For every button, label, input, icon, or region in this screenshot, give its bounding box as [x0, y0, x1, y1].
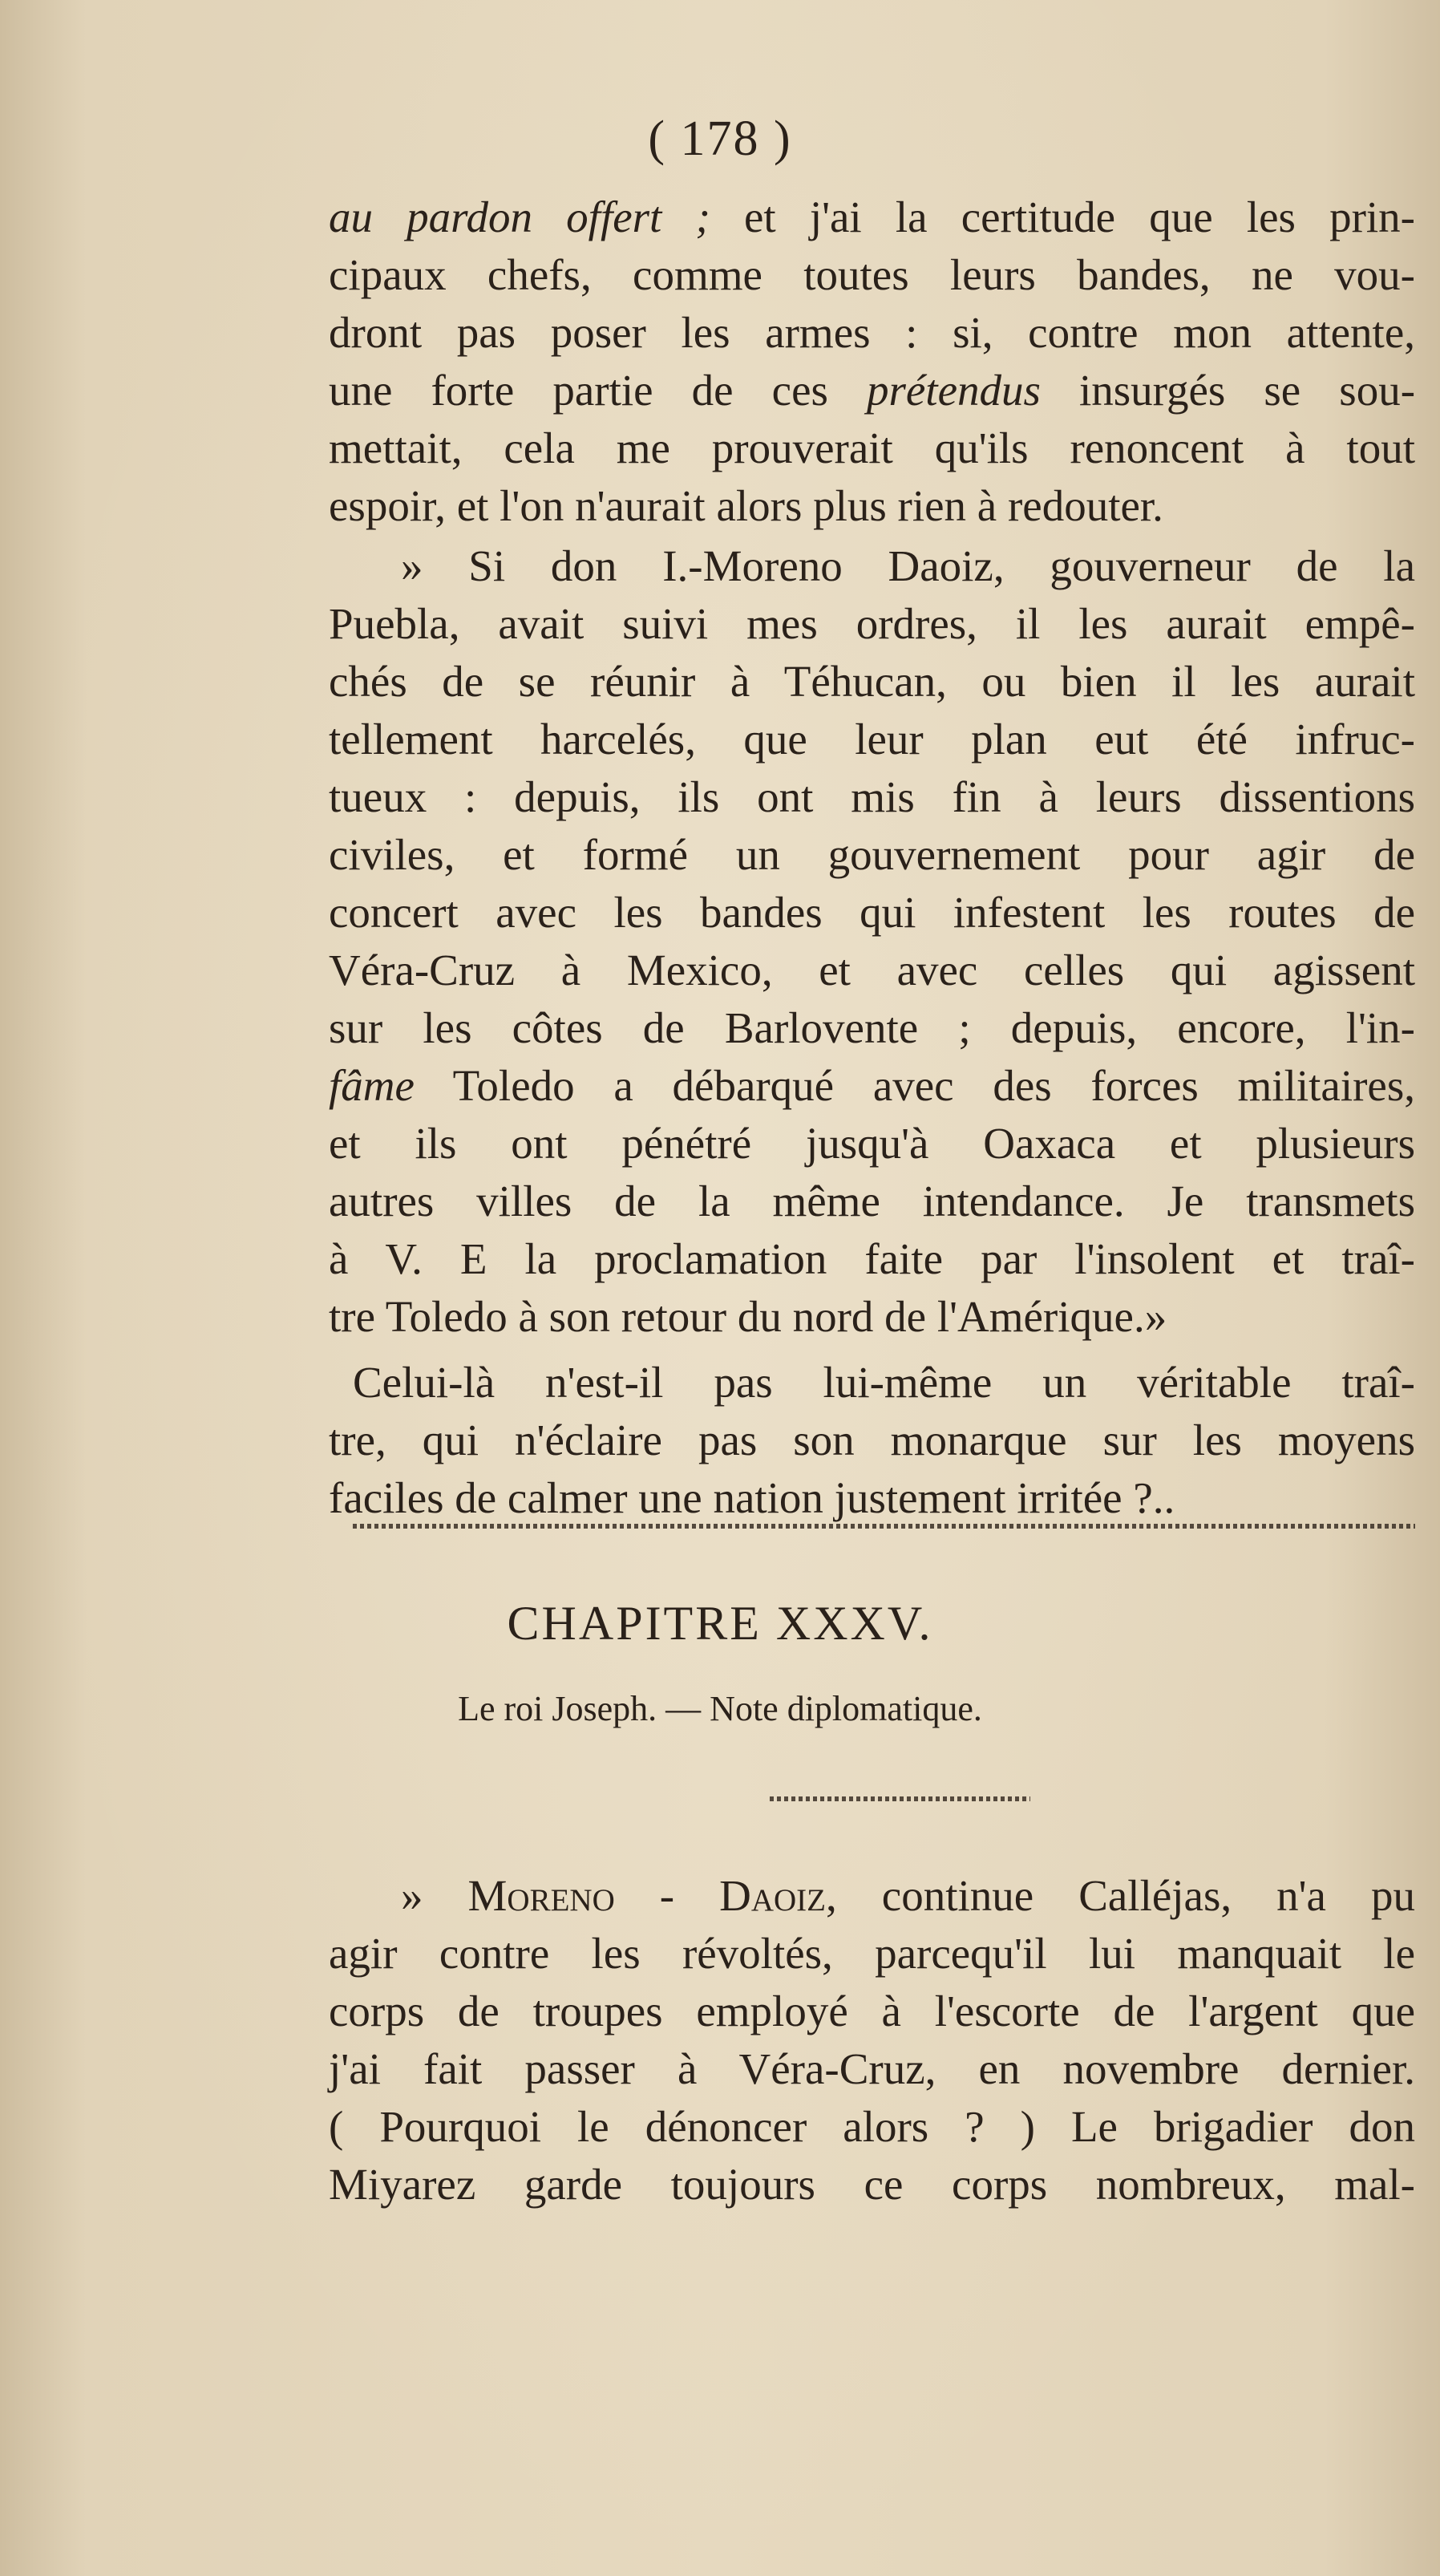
text-line: Véra-Cruz à Mexico, et avec celles qui agissent [329, 946, 1415, 994]
section-divider [353, 1524, 1415, 1529]
text-line: corps de troupes employé à l'escorte de l'argent que [329, 1987, 1415, 2035]
text-line: civiles, et formé un gouvernement pour agir de [329, 830, 1415, 879]
text-line: cipaux chefs, comme toutes leurs bandes, ne vou- [329, 250, 1415, 299]
text-line [329, 362, 1415, 419]
text-line: Puebla, avait suivi mes ordres, il les aurait empê- [329, 599, 1415, 648]
short-divider [770, 1796, 1030, 1801]
text-line: mettait, cela me prouverait qu'ils renoncent à tout [329, 423, 1415, 472]
text-line [329, 1867, 1415, 1925]
text-line: tueux : depuis, ils ont mis fin à leurs dissentions [329, 772, 1415, 821]
chapter-title: CHAPITRE XXXV. [507, 1597, 933, 1650]
text-line: autres villes de la même intendance. Je transmets [329, 1177, 1415, 1225]
text-line: faciles de calmer une nation justement irritée ?.. [329, 1473, 1175, 1522]
text-line: espoir, et l'on n'aurait alors plus rien à redouter. [329, 481, 1163, 530]
text-line: Miyarez garde toujours ce corps nombreux, mal- [329, 2160, 1415, 2209]
text-line [329, 1057, 1415, 1115]
paragraph-continuation [329, 188, 1415, 535]
paragraph-chapter-start [329, 1867, 1415, 2213]
paragraph-commentary [329, 1354, 1415, 1527]
page-number: ( 178 ) [648, 111, 792, 166]
text-line: tre Toledo à son retour du nord de l'Amérique.» [329, 1292, 1167, 1341]
text-line: ( Pourquoi le dénoncer alors ? ) Le brigadier don [329, 2102, 1415, 2151]
text-line: dront pas poser les armes : si, contre mon attente, [329, 308, 1415, 357]
text-line: à V. E la proclamation faite par l'insolent et traî- [329, 1234, 1415, 1283]
text-line: sur les côtes de Barlovente ; depuis, encore, l'in- [329, 1003, 1415, 1052]
line-text: insurgés se sou- [1040, 366, 1416, 415]
text-line: tellement harcelés, que leur plan eut été infruc- [329, 715, 1415, 763]
italic-phrase: prétendus [866, 366, 1041, 415]
line-text: une forte partie de ces [329, 366, 867, 415]
line-text: et j'ai la certitude que les prin- [710, 192, 1415, 241]
text-line: chés de se réunir à Téhucan, ou bien il les aurait [329, 657, 1415, 706]
italic-phrase: au pardon offert ; [329, 192, 710, 241]
text-line: agir contre les révoltés, parcequ'il lui manquait le [329, 1929, 1415, 1978]
chapter-subtitle: Le roi Joseph. — Note diplomatique. [458, 1689, 982, 1728]
text-line: et ils ont pénétré jusqu'à Oaxaca et plusieurs [329, 1119, 1415, 1168]
small-caps-name: » Moreno - Daoiz [401, 1871, 826, 1920]
text-line [329, 188, 1415, 246]
line-text: Toledo a débarqué avec des forces militaires, [414, 1061, 1415, 1110]
text-line: tre, qui n'éclaire pas son monarque sur les moyens [329, 1416, 1415, 1464]
text-line: Celui-là n'est-il pas lui-même un véritable traî- [353, 1358, 1415, 1407]
line-text: , continue Calléjas, n'a pu [826, 1871, 1415, 1920]
paragraph-quotation [329, 537, 1415, 1346]
text-line: concert avec les bandes qui infestent les routes de [329, 888, 1415, 937]
text-line: j'ai fait passer à Véra-Cruz, en novembre dernier. [329, 2044, 1415, 2093]
text-line: » Si don I.-Moreno Daoiz, gouverneur de la [401, 541, 1415, 590]
italic-phrase: fâme [329, 1061, 415, 1110]
